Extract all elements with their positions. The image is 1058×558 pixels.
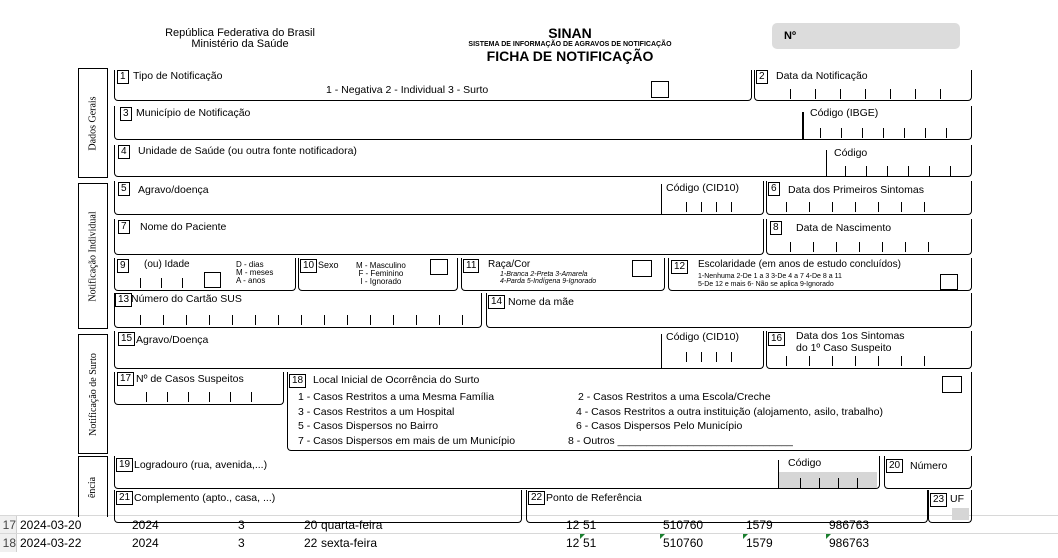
row-number: 18 <box>0 534 17 552</box>
cell-value[interactable]: 986763 <box>829 536 870 550</box>
date-ticks <box>790 242 929 252</box>
tipo-notificacao-input[interactable] <box>651 81 669 98</box>
cell-weekday[interactable]: sexta-feira <box>321 536 378 550</box>
code-ticks <box>686 352 732 362</box>
cell-value[interactable]: 986763 <box>829 518 870 532</box>
escolaridade-options: 1-Nenhuma 2-De 1 a 3 3-De 4 a 7 4-De 8 a 11 5-De 12 e mais 6- Não se aplica 9-Ignorado <box>698 273 842 288</box>
cell-value[interactable]: 12 <box>566 536 580 550</box>
cell-date[interactable]: 2024-03-22 <box>20 536 82 550</box>
field-label: Ponto de Referência <box>546 492 642 504</box>
divider <box>661 334 662 368</box>
field-number: 9 <box>117 259 129 273</box>
field-number: 12 <box>671 260 688 274</box>
ministry-name: Ministério da Saúde <box>191 38 289 50</box>
field-label: Unidade de Saúde (ou outra fonte notificadora) <box>138 145 357 157</box>
field-label: Escolaridade (em anos de estudo concluídos) <box>698 259 901 270</box>
field-label: Data de Nascimento <box>796 222 892 234</box>
cell-month[interactable]: 3 <box>238 518 245 532</box>
field-number: 18 <box>289 374 306 388</box>
code-ticks <box>686 202 732 212</box>
cell-month[interactable]: 3 <box>238 536 245 550</box>
field-number: 17 <box>117 372 134 386</box>
field-label: Agravo/Doença <box>136 334 209 346</box>
field-number: 21 <box>116 491 133 505</box>
field-label: UF <box>950 493 964 505</box>
field-number: 5 <box>118 182 130 196</box>
date-ticks <box>786 202 925 212</box>
field-label: Nº de Casos Suspeitos <box>136 373 244 385</box>
header-institution <box>140 28 340 50</box>
field-number: 3 <box>120 107 132 121</box>
code-label: Código <box>834 147 868 159</box>
raca-cor-input[interactable] <box>632 260 652 277</box>
local-options-left: 1 - Casos Restritos a uma Mesma Família 3 - Casos Restritos a um Hospital 5 - Casos Dispersos no Bairro 7 - Casos Dispersos em mais de um Município <box>298 391 516 447</box>
field-number: 23 <box>930 493 947 507</box>
cell-date[interactable]: 2024-03-20 <box>20 518 82 532</box>
row-number: 17 <box>0 516 17 534</box>
cell-value[interactable]: 51 <box>583 518 597 532</box>
field-number: 1 <box>117 70 129 84</box>
form-title: FICHA DE NOTIFICAÇÃO <box>486 48 654 64</box>
field-number: 13 <box>115 293 132 307</box>
age-ticks <box>140 278 183 288</box>
escolaridade-input[interactable] <box>940 274 958 290</box>
divider <box>802 112 804 139</box>
field-label: Data da Notificação <box>776 70 868 82</box>
table-row[interactable] <box>0 533 1058 552</box>
field-label: Município de Notificação <box>136 107 251 119</box>
section-notificacao-surto: Notificação de Surto <box>78 334 108 454</box>
local-options-right: 2 - Casos Restritos a uma Escola/Creche 4 - Casos Restritos a outra instituição (alojamento, asilo, trabalho) 6 - Casos Dispersos Pelo Município 8 - Outros ______________________________ <box>568 391 883 447</box>
number-label: Nº <box>784 30 796 42</box>
code-ticks <box>820 128 947 138</box>
sus-ticks <box>140 315 463 325</box>
code-label: Código (CID10) <box>666 331 739 343</box>
cell-value[interactable]: 510760 <box>663 536 704 550</box>
raca-options: 1-Branca 2-Preta 3-Amarela 4-Parda 5-Indígena 9-Ignorado <box>500 271 597 285</box>
cell-value[interactable]: 51 <box>583 536 597 550</box>
country-name: República Federativa do Brasil <box>165 27 315 39</box>
code-label: Código (CID10) <box>666 182 739 194</box>
cell-day[interactable]: 22 <box>304 536 318 550</box>
field-label: Tipo de Notificação <box>133 70 223 82</box>
local-ocorrencia-input[interactable] <box>942 376 962 393</box>
cell-day[interactable]: 20 <box>304 518 318 532</box>
sexo-input[interactable] <box>430 259 448 275</box>
age-units: D - dias M - meses A - anos <box>236 260 274 285</box>
section-notificacao-individual: Notificação Individual <box>78 183 108 329</box>
field-number: 16 <box>768 332 785 346</box>
field-label: Número do Cartão SUS <box>131 293 242 305</box>
code-ticks <box>845 166 951 176</box>
system-title: SINAN <box>548 25 592 41</box>
header-title-block <box>410 26 730 63</box>
cell-value[interactable]: 1579 <box>746 536 773 550</box>
field-number: 20 <box>886 459 903 473</box>
uf-shaded-box <box>952 508 969 520</box>
notification-number-field[interactable] <box>772 23 960 49</box>
field-number: 2 <box>756 70 768 84</box>
field-label: Data dos Primeiros Sintomas <box>788 184 924 196</box>
field-label: Número <box>910 460 948 472</box>
field-number: 14 <box>488 295 505 309</box>
cell-flag-icon <box>826 534 831 539</box>
cell-flag-icon <box>580 534 585 539</box>
field-number: 15 <box>118 332 135 346</box>
date-ticks <box>790 89 941 99</box>
field-label: Logradouro (rua, avenida,...) <box>134 459 268 471</box>
cell-weekday[interactable]: quarta-feira <box>321 518 383 532</box>
age-unit-input[interactable] <box>204 272 221 288</box>
field-number: 22 <box>528 491 545 505</box>
field-number: 11 <box>463 259 479 273</box>
divider <box>661 184 662 214</box>
field-label: Sexo <box>318 260 339 270</box>
field-label: Complemento (apto., casa, ...) <box>134 492 276 504</box>
cell-flag-icon <box>743 534 748 539</box>
field-label: Raça/Cor <box>488 259 531 270</box>
field-label: Nome do Paciente <box>140 221 227 233</box>
casos-ticks <box>146 392 252 402</box>
field-number: 10 <box>300 259 317 273</box>
field-label: Local Inicial de Ocorrência do Surto <box>313 374 480 386</box>
cell-year[interactable]: 2024 <box>132 518 159 532</box>
cell-value[interactable]: 12 <box>566 518 580 532</box>
field-label: Data dos 1os Sintomas do 1º Caso Suspeito <box>796 330 905 354</box>
code-ticks <box>800 478 858 488</box>
cell-value[interactable]: 510760 <box>663 518 704 532</box>
date-ticks <box>786 356 925 366</box>
section-dados-gerais: Dados Gerais <box>78 68 108 178</box>
field-label: Agravo/doença <box>138 184 209 196</box>
system-subtitle: SISTEMA DE INFORMAÇÃO DE AGRAVOS DE NOTIFICAÇÃO <box>468 41 672 48</box>
sexo-options: M - Masculino F - Feminino I - Ignorado <box>356 261 406 286</box>
cell-year[interactable]: 2024 <box>132 536 159 550</box>
field-number: 7 <box>118 220 130 234</box>
field-number: 19 <box>116 458 133 472</box>
divider <box>826 150 827 176</box>
cell-flag-icon <box>660 534 665 539</box>
field-label: Nome da mãe <box>508 296 574 308</box>
section-ocorrencia: ência <box>78 456 108 517</box>
field-number: 8 <box>770 221 782 235</box>
code-label: Código <box>788 457 822 469</box>
field-number: 6 <box>768 182 780 196</box>
field-label: (ou) Idade <box>144 259 190 270</box>
cell-value[interactable]: 1579 <box>746 518 773 532</box>
field-options: 1 - Negativa 2 - Individual 3 - Surto <box>326 84 489 96</box>
field-number: 4 <box>118 145 130 159</box>
code-label: Código (IBGE) <box>810 107 879 119</box>
